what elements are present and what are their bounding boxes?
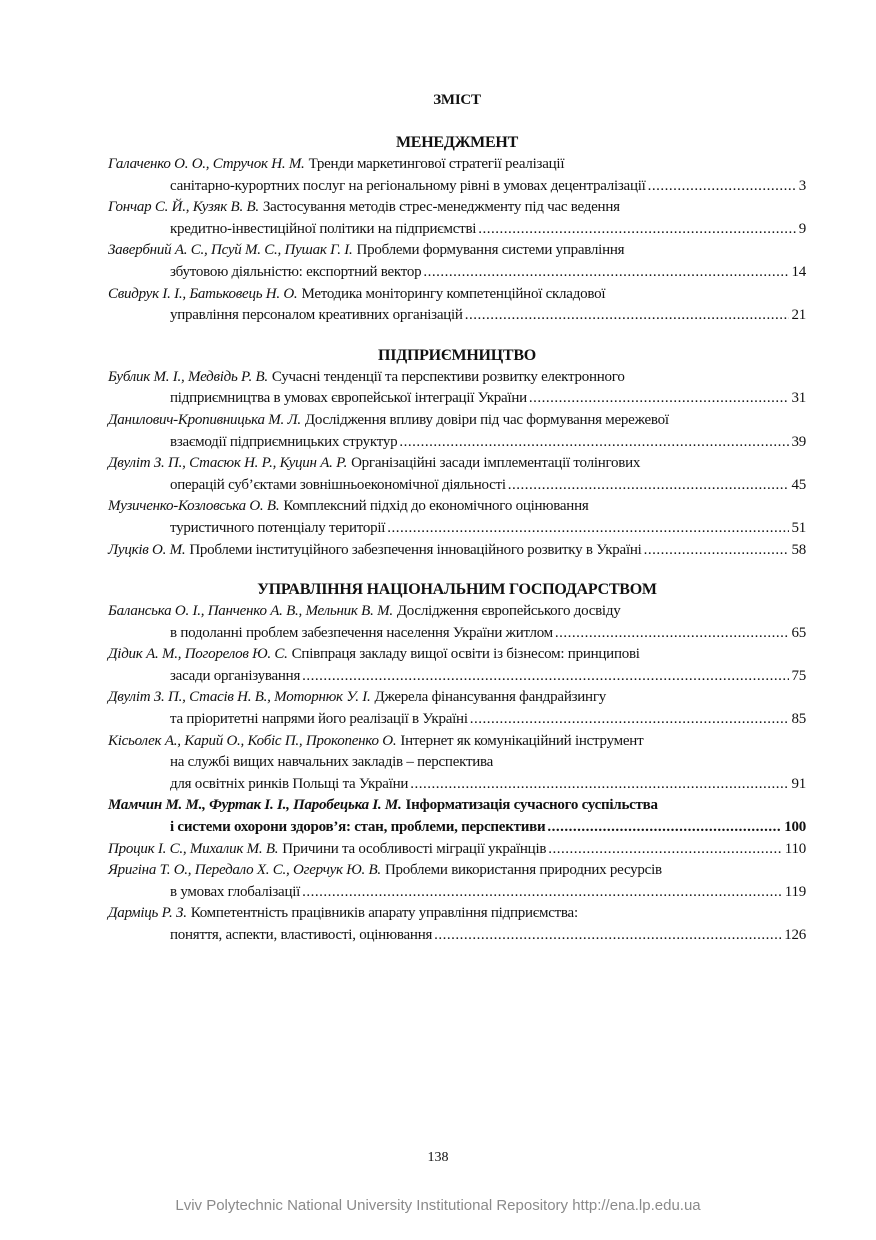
entry-title-line: Проблеми інституційного забезпечення інноваційного розвитку в Україні: [189, 541, 642, 558]
entry-title-line: Тренди маркетингової стратегії реалізації: [308, 156, 565, 172]
dot-leader: [302, 666, 788, 688]
entry-page-number: 110: [784, 840, 806, 857]
toc-entry-line: [108, 388, 806, 410]
dot-leader: [508, 475, 789, 497]
section-heading: УПРАВЛІННЯ НАЦІОНАЛЬНИМ ГОСПОДАРСТВОМ: [257, 581, 657, 599]
entry-authors: Яригіна Т. О., Передало Х. С., Огерчук Ю. В.: [108, 862, 381, 879]
dot-leader: [465, 305, 789, 327]
entry-title-line: поняття, аспекти, властивості, оцінювання: [170, 927, 433, 943]
toc-entry[interactable]: [108, 903, 806, 946]
dot-leader: [470, 709, 789, 731]
entry-title-line: операцій суб’єктами зовнішньоекономічної діяльності: [170, 476, 506, 493]
entry-title-line: на службі вищих навчальних закладів – перспектива: [170, 754, 494, 771]
toc-entry-line: [108, 518, 806, 540]
section-heading: ПІДПРИЄМНИЦТВО: [378, 346, 536, 364]
entry-title-line: Організаційні засади імплементації толінгових: [351, 455, 641, 472]
toc-entry[interactable]: [108, 240, 806, 283]
toc-entry-line: [108, 731, 806, 753]
entry-page-number: 3: [798, 177, 806, 194]
toc-entry[interactable]: [108, 540, 806, 562]
entry-title-line: Дослідження впливу довіри під час формування мережевої: [304, 411, 669, 428]
entry-page-number: 91: [791, 775, 806, 792]
entry-authors: Завербний А. С., Псуй М. С., Пушак Г. І.: [108, 242, 353, 259]
toc-entry-line: [108, 367, 806, 389]
toc-entry[interactable]: [108, 687, 806, 730]
toc-entry[interactable]: [108, 410, 806, 453]
entry-page-number: 126: [784, 927, 806, 943]
toc-entry[interactable]: [108, 284, 806, 327]
toc-entry-line: [108, 305, 806, 327]
toc-section: [108, 579, 806, 947]
entry-title-line: Співпраця закладу вищої освіти із бізнесом: принципові: [291, 646, 640, 663]
entry-title-line: Методика моніторингу компетенційної складової: [301, 285, 606, 302]
toc-entry-line: [108, 410, 806, 432]
toc-entry-line: [108, 219, 806, 241]
toc-entry-line: [108, 925, 806, 947]
toc-entry[interactable]: [108, 860, 806, 903]
entry-title-line: Причини та особливості міграції українців: [282, 840, 547, 857]
toc-entry-line: [108, 432, 806, 454]
entry-authors: Баланська О. І., Панченко А. В., Мельник В. М.: [108, 603, 393, 620]
toc-entry-line: [108, 453, 806, 475]
entry-authors: Дарміць Р. З.: [108, 905, 187, 922]
toc-entry-line: [108, 774, 806, 796]
toc-entry-line: [108, 197, 806, 219]
toc-section: [108, 132, 806, 327]
entry-authors: Процик І. С., Михалик М. В.: [108, 840, 279, 857]
toc-entry-line: [108, 860, 806, 882]
dot-leader: [529, 388, 789, 410]
dot-leader: [302, 882, 782, 904]
dot-leader: [547, 817, 781, 839]
entry-title-line: збутовою діяльністю: експортний вектор: [170, 263, 422, 280]
toc-entry-line: [108, 154, 806, 176]
entry-title-line: Проблеми використання природних ресурсів: [384, 862, 662, 879]
dot-leader: [423, 262, 788, 284]
toc-entry[interactable]: [108, 644, 806, 687]
entry-authors: Дідик А. М., Погорелов Ю. С.: [108, 646, 288, 663]
entry-authors: Кісьолек А., Карий О., Кобіс П., Прокопенко О.: [108, 732, 397, 749]
entry-page-number: 39: [791, 433, 806, 450]
entry-page-number: 31: [791, 390, 806, 407]
entry-page-number: 58: [791, 541, 806, 558]
dot-leader: [648, 176, 796, 198]
entry-title-line: та пріоритетні напрями його реалізації в Україні: [170, 711, 468, 728]
toc-entry-line: [108, 817, 806, 839]
toc-entry[interactable]: [108, 453, 806, 496]
dot-leader: [478, 219, 796, 241]
entry-title-line: засади організування: [170, 667, 301, 684]
toc-entry-line: [108, 496, 806, 518]
entry-title-line: взаємодії підприємницьких структур: [170, 433, 398, 450]
toc-entry[interactable]: [108, 731, 806, 796]
toc-entry-line: [108, 795, 806, 817]
entry-title-line: Застосування методів стрес-менеджменту під час ведення: [262, 199, 620, 216]
entry-title-line: Компетентність працівників апарату управління підприємства:: [190, 905, 578, 922]
toc-entry-line: [108, 666, 806, 688]
toc-entry-line: [108, 475, 806, 497]
entry-authors: Галаченко О. О., Стручок Н. М.: [108, 156, 305, 172]
toc-entry-line: [108, 882, 806, 904]
entry-title-line: санітарно-курортних послуг на регіональному рівні в умовах децентралізації: [170, 177, 646, 194]
entry-title-line: Інтернет як комунікаційний інструмент: [400, 732, 644, 749]
entry-title-line: управління персоналом креативних організацій: [170, 307, 463, 324]
section-heading: МЕНЕДЖМЕНТ: [395, 134, 519, 151]
entry-title-line: кредитно-інвестиційної політики на підприємстві: [170, 220, 477, 237]
toc-sections: [108, 132, 806, 947]
toc-entry[interactable]: [108, 496, 806, 539]
page-title: ЗМІСТ: [433, 92, 481, 108]
dot-leader: [410, 774, 788, 796]
entry-title-line: в подоланні проблем забезпечення населення України житлом: [170, 624, 553, 641]
entry-title-line: в умовах глобалізації: [170, 883, 301, 900]
entry-title-line: туристичного потенціалу території: [170, 519, 386, 536]
entry-authors: Свидрук І. І., Батьковець Н. О.: [108, 285, 298, 302]
toc-entry-line: [108, 540, 806, 562]
entry-page-number: 65: [791, 624, 806, 641]
entry-page-number: 51: [791, 519, 806, 536]
entry-title-line: і системи охорони здоров’я: стан, проблеми, перспективи: [170, 819, 546, 836]
toc-entry-line: [108, 752, 806, 774]
entry-title-line: Джерела фінансування фандрайзингу: [374, 689, 606, 706]
toc-entry-line: [108, 176, 806, 198]
entry-page-number: 14: [791, 263, 806, 280]
entry-title-line: підприємництва в умовах європейської інтеграції України: [170, 390, 527, 407]
entry-authors: Музиченко-Козловська О. В.: [108, 498, 280, 515]
entry-title-line: Сучасні тенденції та перспективи розвитку електронного: [271, 368, 625, 385]
dot-leader: [434, 925, 781, 947]
entry-authors: Мамчин М. М., Фуртак І. І., Паробецька І. М.: [108, 797, 402, 814]
entry-page-number: 100: [784, 819, 806, 836]
dot-leader: [399, 432, 788, 454]
toc-entry[interactable]: [108, 197, 806, 240]
dot-leader: [555, 623, 789, 645]
entry-page-number: 85: [791, 711, 806, 728]
toc-entry-line: [108, 601, 806, 623]
entry-title-line: Інформатизація сучасного суспільства: [405, 797, 658, 814]
dot-leader: [387, 518, 788, 540]
dot-leader: [644, 540, 789, 562]
toc-entry-line: [108, 839, 806, 861]
toc-entry-line: [108, 644, 806, 666]
toc-entry-line: [108, 903, 806, 925]
toc-entry-line: [108, 262, 806, 284]
toc-entry-line: [108, 623, 806, 645]
toc-entry[interactable]: [108, 601, 806, 644]
repository-footer: Lviv Polytechnic National University Institutional Repository http://ena.lp.edu.ua: [175, 1197, 701, 1214]
toc-section: [108, 345, 806, 561]
entry-authors: Двуліт З. П., Стасюк Н. Р., Куцин А. Р.: [108, 455, 348, 472]
page-number: 138: [427, 1150, 449, 1165]
table-of-contents: [108, 89, 806, 947]
entry-page-number: 9: [798, 220, 806, 237]
toc-entry[interactable]: [108, 839, 806, 861]
entry-page-number: 21: [791, 307, 806, 324]
toc-entry-line: [108, 240, 806, 262]
entry-title-line: Проблеми формування системи управління: [356, 242, 625, 259]
toc-entry[interactable]: [108, 154, 806, 197]
entry-title-line: Дослідження європейського досвіду: [396, 603, 621, 620]
toc-entry-line: [108, 687, 806, 709]
toc-entry-line: [108, 284, 806, 306]
entry-page-number: 45: [791, 476, 806, 493]
toc-entry[interactable]: [108, 367, 806, 410]
entry-authors: Бублик М. І., Медвідь Р. В.: [108, 368, 268, 385]
entry-authors: Данилович-Кропивницька М. Л.: [108, 411, 301, 428]
entry-authors: Гончар С. Й., Кузяк В. В.: [108, 199, 259, 216]
entry-authors: Двуліт З. П., Стасів Н. В., Моторнюк У. І.: [108, 689, 371, 706]
entry-title-line: Комплексний підхід до економічного оцінювання: [283, 498, 589, 515]
toc-entry-line: [108, 709, 806, 731]
entry-page-number: 75: [791, 667, 806, 684]
entry-page-number: 119: [784, 883, 806, 900]
entry-title-line: для освітніх ринків Польщі та України: [170, 775, 409, 792]
dot-leader: [548, 839, 782, 861]
entry-authors: Луцків О. М.: [108, 541, 186, 558]
toc-entry[interactable]: [108, 795, 806, 838]
